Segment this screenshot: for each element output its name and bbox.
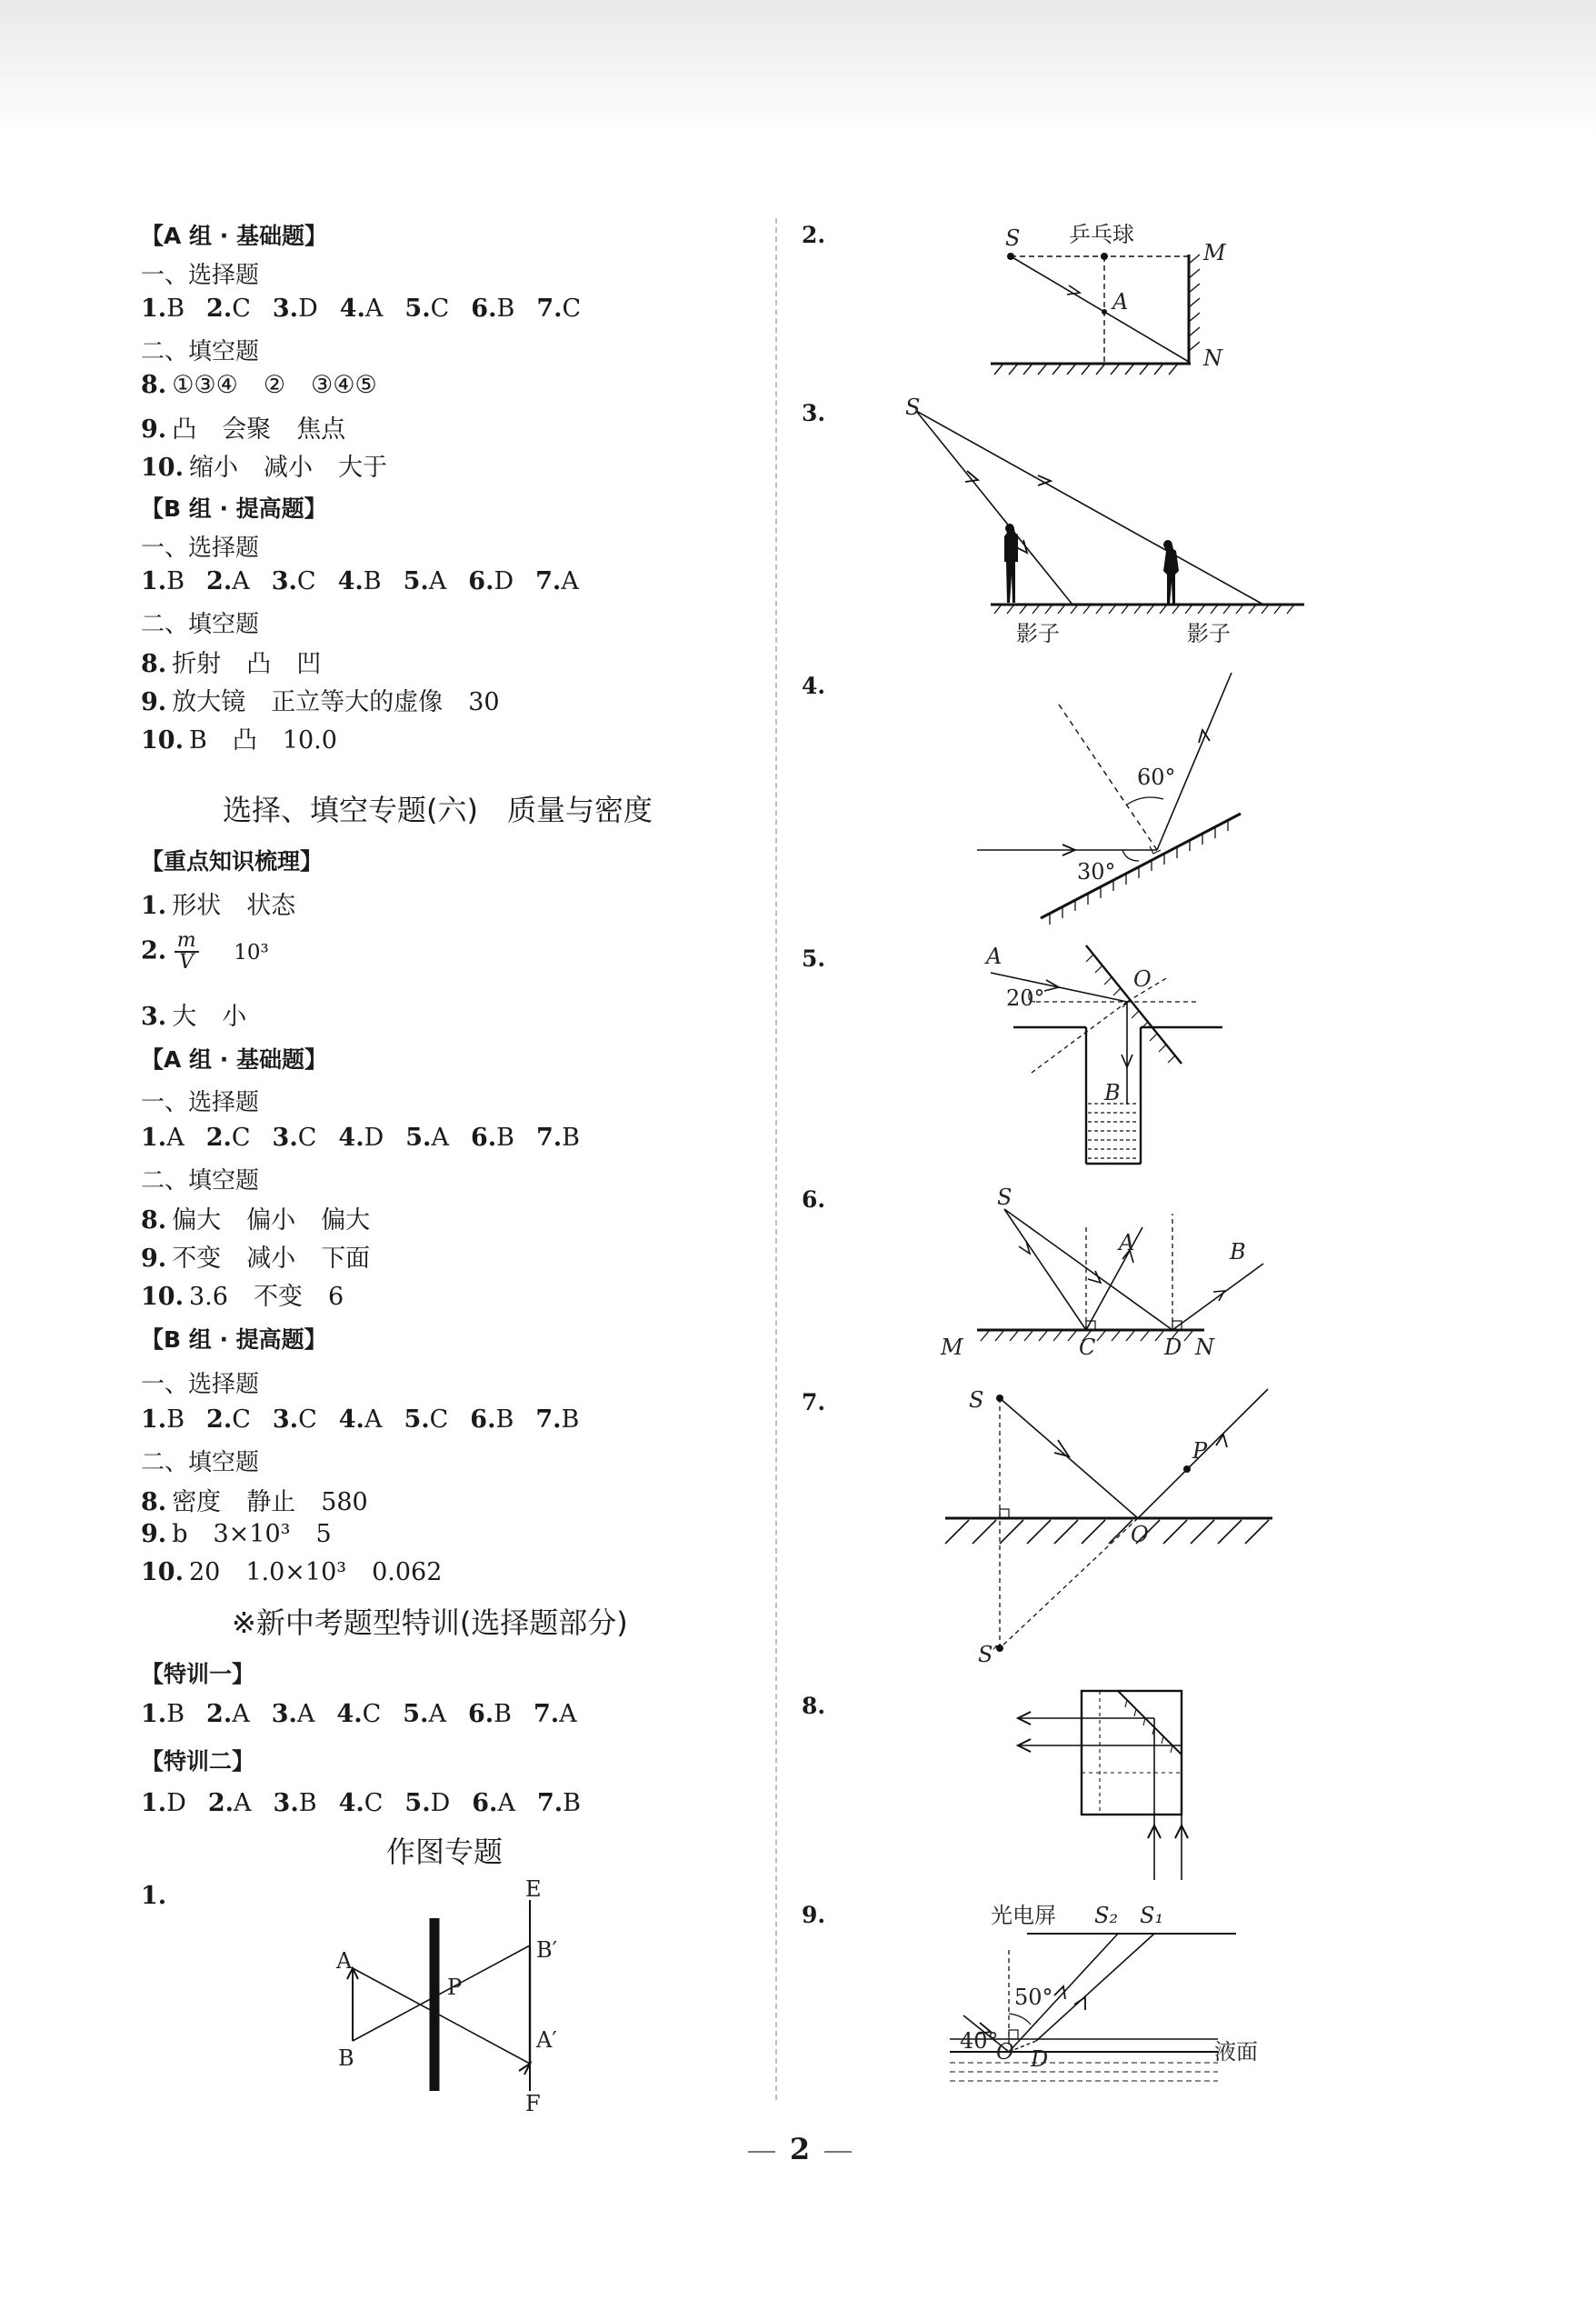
item-number: 3. [141,1003,167,1031]
fill-answer [141,1482,394,1517]
answer-item: 3.B [273,1789,317,1817]
fill-value: 密度 [172,1488,222,1516]
virtual-image-figure [936,1382,1300,1673]
fill-value: 放大镜 [172,688,246,716]
density-fraction [175,931,199,973]
choice-subheading: 一、选择题 [141,262,260,289]
answer-item: 2.A [206,1700,250,1728]
shadow-figure [900,395,1327,655]
label-shadow-2: 影子 [1187,621,1231,646]
angle-40: 40° [960,2028,999,2054]
fill-value: 凸 [172,415,197,444]
fill-value: 6 [327,1283,344,1311]
answer-item: 1.A [141,1124,185,1152]
answer-item: 4.B [337,567,382,595]
fill-value: 凹 [296,650,322,678]
label-a: A [1119,1230,1135,1255]
fill-value: 折射 [172,650,222,678]
answer-item: 3.A [271,1700,315,1728]
liquid-level-figure [945,1895,1291,2105]
label-e: E [525,1876,542,1902]
question-number: 3. [802,400,826,426]
knowledge-heading: 【重点知识梳理】 [141,848,324,875]
label-a-prime: A′ [536,2027,557,2053]
ray-a [353,1968,530,2064]
fill-value: 不变 [172,1245,222,1273]
person-left [1004,524,1018,603]
fill-value: 不变 [253,1283,303,1311]
ray-b [353,1945,530,2041]
item-number: 8. [141,371,167,399]
fill-value: 30 [468,688,500,716]
density-value: 10³ [234,940,269,965]
choice-subheading: 一、选择题 [141,1089,260,1116]
person-right [1163,540,1179,605]
label-s: S [1005,225,1021,251]
item-number: 9. [141,415,167,444]
angle-60: 60° [1137,765,1176,790]
answer-item: 5.A [405,1124,449,1152]
answer-item: 1.B [141,567,185,595]
inclined-mirror-figure [968,668,1259,932]
answer-item: 4.D [338,1124,384,1152]
label-ball: 乒乓球 [1069,222,1134,247]
item-number: 9. [141,1245,167,1273]
label-b: B [1230,1239,1246,1265]
pinhole-figure [327,1876,564,2116]
fill-answer [141,1238,395,1274]
fill-answer [141,885,321,921]
answer-item: 3.D [272,295,318,323]
answer-item: 2.C [206,1405,251,1434]
label-s: S [997,1185,1012,1210]
answer-item: 6.B [470,1124,514,1152]
fill-value: 焦点 [296,415,346,444]
label-s2: S₂ [1094,1903,1119,1928]
fill-subheading: 二、填空题 [141,1449,260,1476]
fill-value: 大于 [337,454,387,482]
angle-20: 20° [1006,985,1045,1011]
fill-value: 580 [321,1488,368,1516]
fraction-numerator: m [175,931,199,953]
answer-item: 2.A [207,1789,252,1817]
fill-value: 大 [172,1003,197,1031]
section-title: 选择、填空专题(六) 质量与密度 [223,793,653,827]
fill-subheading: 二、填空题 [141,611,260,638]
fill-value: 凸 [232,726,257,755]
choice-subheading: 一、选择题 [141,535,260,562]
fill-answer [141,1276,369,1312]
answer-item: 5.C [404,295,450,323]
fill-answer [141,996,272,1032]
answer-item: 2.C [206,295,251,323]
answer-item: 6.B [471,295,515,323]
label-m: M [941,1335,963,1360]
fill-answer [141,409,371,445]
item-number: 10. [141,1283,184,1311]
column-divider [775,218,777,2100]
fill-value: ①③④ [172,371,238,399]
answer-item: 7.C [536,295,582,323]
fill-value: 0.062 [372,1558,443,1586]
question-number: 4. [802,673,826,699]
answer-item: 5.A [403,567,447,595]
label-liquid: 液面 [1214,2039,1258,2065]
label-a: A [986,944,1002,969]
answer-item: 5.D [404,1789,451,1817]
question-number: 2. [802,222,826,248]
fill-value: 偏大 [172,1206,222,1235]
label-n: N [1203,345,1222,371]
answer-item: 7.A [533,1700,577,1728]
page-number-value: 2 [789,2132,811,2166]
fill-value: 偏大 [321,1206,371,1235]
group-b-heading: 【B 组 · 提高题】 [141,495,327,522]
angle-30: 30° [1077,859,1116,885]
fill-value: 3×10³ [213,1520,291,1548]
figure-number: 1. [141,1882,167,1910]
answer-item: 4.C [338,1789,384,1817]
item-number: 10. [141,1558,184,1586]
fill-value: 下面 [321,1245,371,1273]
answer-item: 7.B [535,1124,580,1152]
group-a-heading: 【A 组 · 基础题】 [141,223,327,249]
label-b: B [338,2045,354,2071]
answer-item: 4.A [338,1405,383,1434]
item-number: 8. [141,650,167,678]
fill-value: 凸 [246,650,272,678]
answer-item: 4.C [336,1700,382,1728]
fill-subheading: 二、填空题 [141,338,260,365]
answer-row [141,1124,602,1152]
label-f: F [525,2091,541,2116]
item-number: 2. [141,936,167,965]
fill-value: 小 [222,1003,247,1031]
fill-answer [141,447,413,483]
answer-item: 2.C [205,1124,251,1152]
label-s-prime: S′ [978,1642,998,1667]
label-b: B [1104,1080,1121,1105]
answer-item: 6.B [470,1405,514,1434]
label-o: O [1133,966,1152,992]
two-rays-mirror-figure [941,1186,1286,1368]
training-heading: 【特训一】 [141,1661,255,1687]
answer-item: 6.A [472,1789,515,1817]
fill-value: 状态 [246,892,296,920]
item-number: 1. [141,892,167,920]
answer-item: 3.C [272,1405,317,1434]
answer-item: 7.A [535,567,579,595]
fill-value: 正立等大的虚像 [271,688,444,716]
item-number: 8. [141,1488,167,1516]
group-b-heading: 【B 组 · 提高题】 [141,1326,327,1353]
answer-item: 5.A [403,1700,446,1728]
fill-answer [141,644,346,679]
fill-value: 1.0×10³ [245,1558,347,1586]
answer-item: 7.B [536,1789,581,1817]
question-number: 9. [802,1902,826,1928]
fill-answer [141,1200,395,1235]
scan-top-band [0,0,1596,136]
fill-answer [141,1520,357,1548]
label-o: O [1131,1522,1149,1547]
label-b-prime: B′ [536,1937,558,1963]
fill-value: 减小 [246,1245,296,1273]
fill-value: 20 [188,1558,221,1586]
fill-value: 减小 [263,454,313,482]
fill-value: 会聚 [222,415,272,444]
fill-value: 缩小 [188,454,238,482]
well-mirror-figure [986,936,1241,1173]
question-number: 8. [802,1693,826,1719]
answer-item: 1.B [141,1700,185,1728]
label-c: C [1079,1335,1096,1360]
answer-row [141,1789,603,1817]
fill-answer [141,1558,467,1586]
label-m: M [1203,240,1226,265]
answer-row [141,567,601,595]
answer-item: 3.C [272,1124,317,1152]
item-number: 8. [141,1206,167,1235]
fill-value: 形状 [172,892,222,920]
answer-item: 5.C [404,1405,449,1434]
fill-value: 静止 [246,1488,296,1516]
fill-value: 偏小 [246,1206,296,1235]
label-n: N [1195,1335,1214,1360]
training-heading: 【特训二】 [141,1748,255,1775]
section-title: 作图专题 [386,1835,504,1869]
label-screen: 光电屏 [991,1903,1056,1928]
angle-50: 50° [1014,1985,1053,2010]
section-title: ※新中考题型特训(选择题部分) [232,1605,628,1640]
item-number: 9. [141,688,167,716]
question-number: 7. [802,1389,826,1415]
page-number [709,2132,891,2166]
label-d: D [1164,1335,1182,1360]
mirror-corner-figure [982,218,1254,382]
label-s: S [969,1387,984,1413]
label-p: P [1192,1438,1208,1464]
answer-item: 3.C [271,567,316,595]
fraction-denominator: V [179,951,195,974]
fill-value: b [172,1520,188,1548]
fill-value: 3.6 [188,1283,228,1311]
answer-item: 4.A [339,295,384,323]
answer-row [141,1700,599,1728]
label-shadow-1: 影子 [1016,621,1060,646]
group-a-heading: 【A 组 · 基础题】 [141,1046,327,1073]
fill-answer [141,371,403,399]
answer-item: 6.B [467,1700,512,1728]
label-s1: S₁ [1140,1903,1164,1928]
answer-item: 1.B [141,295,185,323]
label-o: O [996,2039,1014,2065]
fill-value: ② [263,371,286,399]
item-number: 10. [141,726,184,755]
fill-subheading: 二、填空题 [141,1167,260,1195]
label-p: P [447,1975,463,2000]
answer-row [141,1405,601,1434]
fill-answer [141,720,363,755]
item-number: 10. [141,454,184,482]
answer-item: 1.B [141,1405,185,1434]
answer-item: 6.D [468,567,514,595]
answer-item: 7.B [535,1405,580,1434]
fill-value: 5 [315,1520,332,1548]
label-d: D [1031,2046,1049,2072]
item-number: 9. [141,1520,167,1548]
fill-answer [141,682,525,717]
fill-value: ③④⑤ [311,371,377,399]
periscope-box-figure [1009,1682,1209,1891]
answer-item: 1.D [141,1789,186,1817]
answer-item: 2.A [206,567,250,595]
answer-row [141,295,603,323]
choice-subheading: 一、选择题 [141,1371,260,1398]
label-a: A [1112,289,1129,315]
question-number: 5. [802,945,826,972]
fill-value: 10.0 [282,726,337,755]
label-s: S [905,395,921,420]
label-a: A [336,1948,353,1974]
question-number: 6. [802,1186,826,1213]
fill-value: B [188,726,207,755]
density-formula-row [141,931,269,973]
